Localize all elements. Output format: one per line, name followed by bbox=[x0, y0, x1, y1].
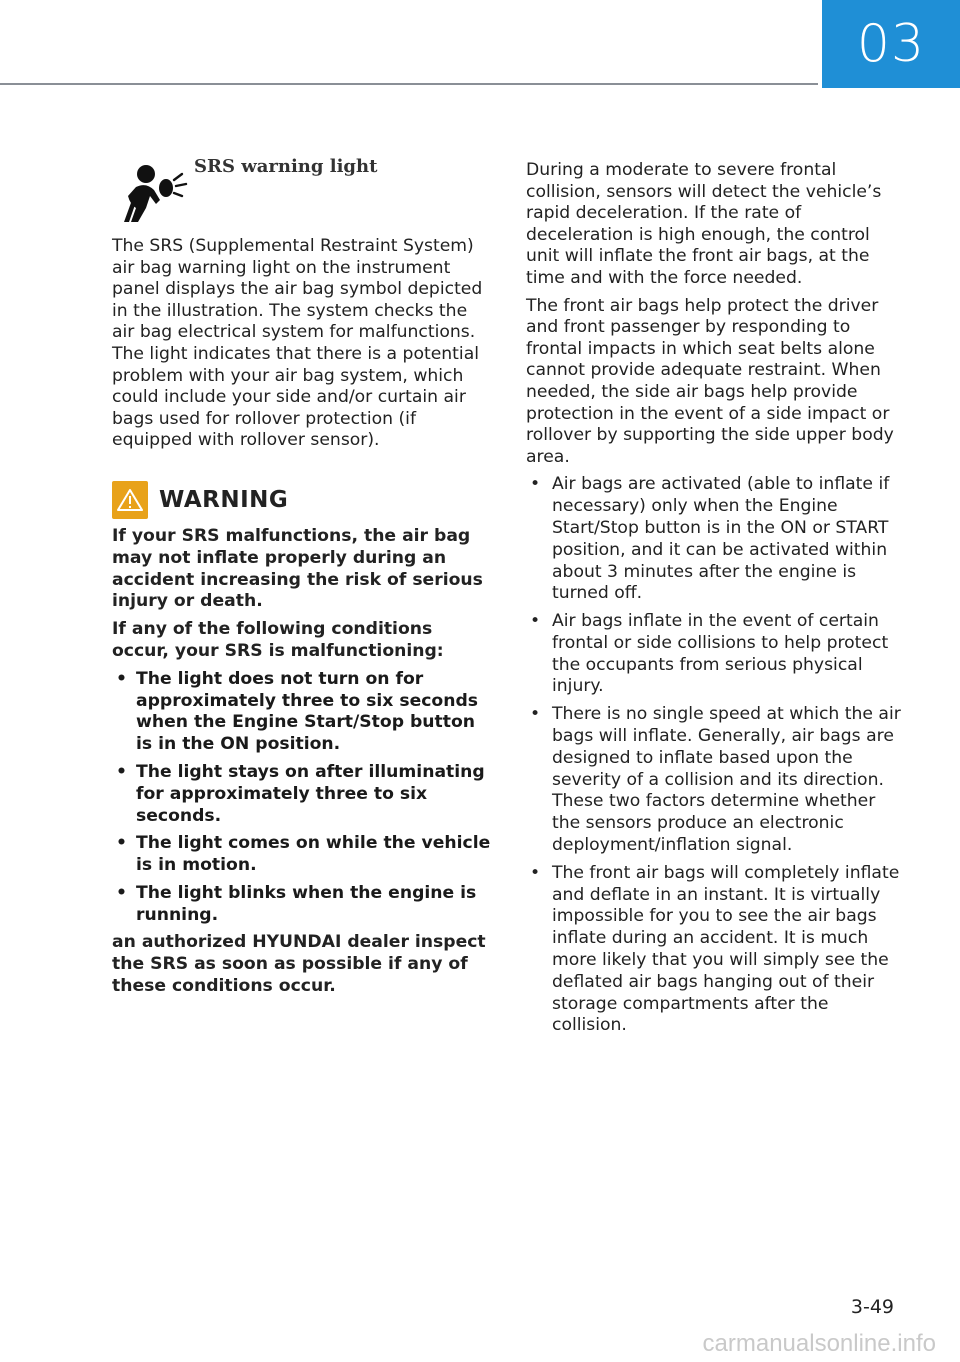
intro-paragraph: The SRS (Supplemental Restraint System) air bag warning light on the instrument panel displays the air bag symbol depicted in the illustration. The system checks the air bag electrical system for malfunctions. The light indicates that there is a potential problem with your air bag system, which could include your side and/or curtain air bags used for rollover protection (if equipped with rollover sensor). bbox=[112, 236, 483, 451]
body-paragraph: The front air bags help protect the driver and front passenger by responding to frontal impacts in which seat belts alone cannot provide adequate restraint. When needed, the side air bags help provide protection in the event of a side impact or rollover by supporting the side upper body area. bbox=[526, 295, 894, 467]
body-paragraph: During a moderate to severe frontal collision, sensors will detect the vehicle’s rapid deceleration. If the rate of deceleration is high enough, the control unit will inflate the front air bags, at the time and with the force needed. bbox=[526, 160, 882, 288]
warning-list bbox=[112, 669, 492, 927]
bullet: • bbox=[530, 862, 541, 883]
list-item bbox=[526, 474, 906, 605]
list-item-text: The light does not turn on for approximately three to six seconds when the Engine Start/Stop button is in the ON position. bbox=[136, 668, 479, 755]
list-item bbox=[526, 863, 906, 1037]
section-title: SRS warning light bbox=[194, 156, 378, 177]
list-item-text: There is no single speed at which the air bags will inflate. Generally, air bags are designed to inflate based upon the severity of a collision and its direction. These two factors determine whether the sensors produce an electronic deployment/inflation signal. bbox=[552, 704, 901, 856]
list-item-text: The light comes on while the vehicle is in motion. bbox=[136, 833, 491, 876]
warning-paragraph: If any of the following conditions occur, your SRS is malfunctioning: bbox=[112, 619, 444, 661]
chapter-number: 03 bbox=[856, 14, 926, 74]
warning-triangle-icon bbox=[117, 488, 143, 512]
srs-section-header bbox=[112, 150, 492, 226]
watermark: carmanualsonline.info bbox=[702, 1330, 936, 1357]
list-item-text: The light blinks when the engine is running. bbox=[136, 882, 477, 925]
bullet: • bbox=[116, 761, 127, 782]
bullet: • bbox=[530, 611, 541, 632]
bullet: • bbox=[530, 704, 541, 725]
page-number: 3-49 bbox=[850, 1296, 894, 1318]
right-column bbox=[526, 160, 906, 1043]
bullet: • bbox=[116, 882, 127, 903]
airbag-facts-list bbox=[526, 474, 906, 1037]
list-item-text: The front air bags will completely inflate and deflate in an instant. It is virtually impossible for you to see the air bags inflate during an accident. It is much more likely that you will simply see the deflated air bags hanging out of their storage compartments after the collision. bbox=[552, 862, 900, 1036]
list-item bbox=[112, 883, 492, 927]
warning-label: WARNING bbox=[159, 486, 289, 513]
warning-header bbox=[112, 480, 492, 520]
list-item-text: Air bags are activated (able to inflate if necessary) only when the Engine Start/Stop button is in the ON or START position, and it can be activated within about 3 minutes after the engine is turned off. bbox=[552, 474, 890, 604]
list-item-text: The light stays on after illuminating for approximately three to six seconds. bbox=[136, 761, 485, 826]
chapter-tab bbox=[822, 0, 960, 88]
bullet: • bbox=[116, 833, 127, 854]
list-item bbox=[526, 704, 906, 857]
list-item bbox=[526, 611, 906, 698]
list-item bbox=[112, 833, 492, 877]
list-item bbox=[112, 669, 492, 756]
warning-paragraph: If your SRS malfunctions, the air bag may not inflate properly during an accident increasing the risk of serious injury or death. bbox=[112, 525, 483, 612]
list-item-text: Air bags inflate in the event of certain frontal or side collisions to help protect the occupants from serious physical injury. bbox=[552, 611, 889, 697]
bullet: • bbox=[530, 474, 541, 495]
warning-badge bbox=[112, 481, 148, 519]
list-item bbox=[112, 762, 492, 827]
left-column bbox=[112, 150, 492, 1004]
bullet: • bbox=[116, 668, 127, 689]
header-rule bbox=[0, 83, 818, 85]
airbag-warning-icon bbox=[116, 160, 188, 224]
warning-paragraph: an authorized HYUNDAI dealer inspect the SRS as soon as possible if any of these conditions occur. bbox=[112, 932, 486, 997]
